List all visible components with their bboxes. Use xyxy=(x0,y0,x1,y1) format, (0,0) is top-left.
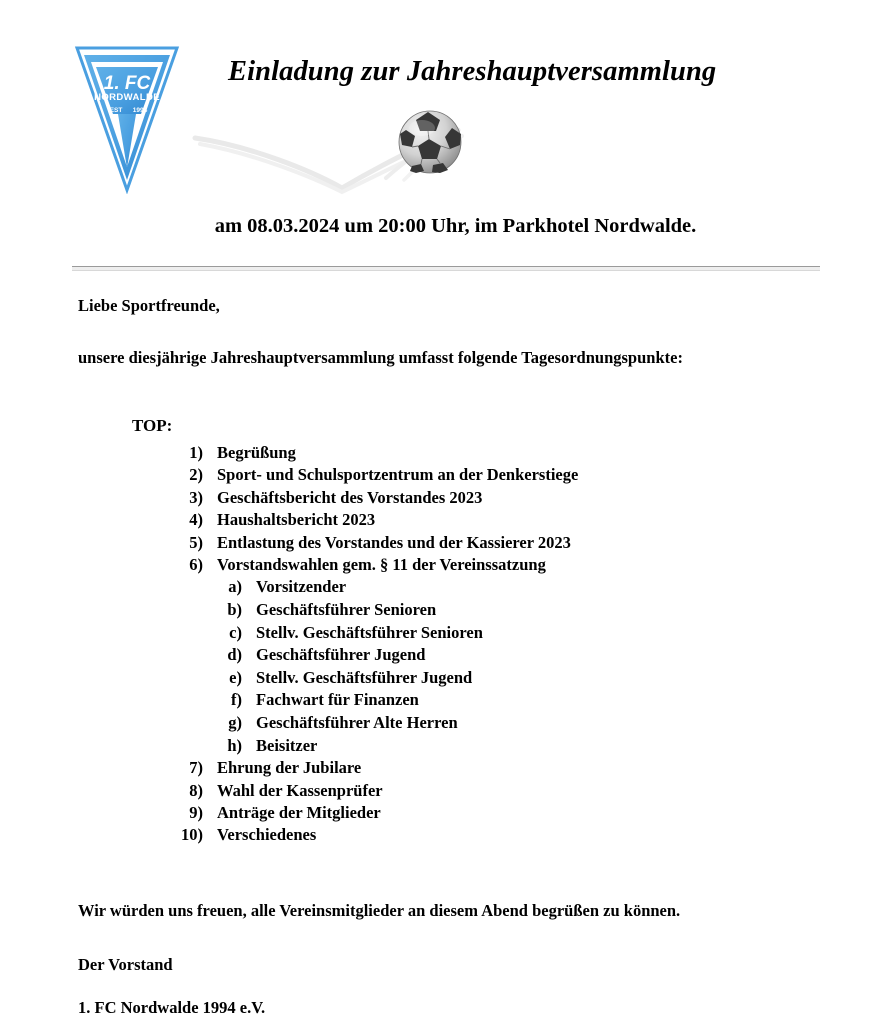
agenda-item-label: Ehrung der Jubilare xyxy=(217,758,362,778)
agenda-item-number: 10) xyxy=(181,825,203,845)
agenda-item xyxy=(132,757,838,779)
agenda-item-label: Vorstandswahlen gem. § 11 der Vereinssatzung xyxy=(217,555,546,575)
agenda-block xyxy=(132,416,838,847)
agenda-sublist xyxy=(217,576,838,757)
agenda-subitem-label: Stellv. Geschäftsführer Senioren xyxy=(256,622,483,642)
agenda-item-label: Verschiedenes xyxy=(217,825,317,845)
agenda-item-label: Entlastung des Vorstandes und der Kassierer 2023 xyxy=(217,532,571,552)
agenda-item xyxy=(132,824,838,846)
agenda-subitem-number: e) xyxy=(229,667,242,687)
logo-line2: NORDWALDE xyxy=(94,92,160,103)
agenda-item xyxy=(132,509,838,531)
agenda-subitem-label: Geschäftsführer Senioren xyxy=(256,600,437,620)
agenda-subitem xyxy=(217,735,838,758)
logo-line1: 1. FC xyxy=(103,73,151,94)
club-logo xyxy=(72,42,182,194)
signature-club: 1. FC Nordwalde 1994 e.V. xyxy=(78,997,266,1017)
agenda-subitem xyxy=(217,576,838,599)
agenda-subitem-number: a) xyxy=(228,577,242,597)
document-body xyxy=(78,296,838,1020)
greeting-text: Liebe Sportfreunde, xyxy=(78,296,220,315)
agenda-subitem xyxy=(217,599,838,622)
agenda-subitem-number: d) xyxy=(227,645,242,665)
agenda-item-label: Geschäftsbericht des Vorstandes 2023 xyxy=(217,487,483,507)
logo-year: 1994 xyxy=(132,107,148,114)
agenda-subitem-number: c) xyxy=(229,622,242,642)
agenda-item-label: Sport- und Schulsportzentrum an der Denkerstiege xyxy=(217,465,579,485)
agenda-subitem xyxy=(217,622,838,645)
agenda-item xyxy=(132,554,838,757)
agenda-subitem-label: Beisitzer xyxy=(256,735,318,755)
horizontal-divider xyxy=(72,266,820,271)
agenda-subitem-label: Geschäftsführer Jugend xyxy=(256,645,426,665)
agenda-subitem xyxy=(217,644,838,667)
agenda-item-number: 6) xyxy=(189,555,203,575)
agenda-item xyxy=(132,487,838,509)
closing-block xyxy=(78,899,838,1020)
agenda-subitem xyxy=(217,712,838,735)
agenda-item-number: 2) xyxy=(189,465,203,485)
agenda-item-label: Haushaltsbericht 2023 xyxy=(217,510,376,530)
page-title: Einladung zur Jahreshauptversammlung xyxy=(228,56,717,87)
agenda-subitem-label: Fachwart für Finanzen xyxy=(256,690,419,710)
agenda-item-label: Anträge der Mitglieder xyxy=(217,803,381,822)
agenda-item-label: Begrüßung xyxy=(217,443,296,462)
agenda-list xyxy=(132,442,838,847)
agenda-item-number: 7) xyxy=(189,758,203,778)
agenda-item xyxy=(132,532,838,554)
agenda-item-number: 8) xyxy=(189,780,203,800)
agenda-subitem xyxy=(217,667,838,690)
document-header xyxy=(0,0,889,200)
top-label: TOP: xyxy=(132,416,173,435)
agenda-item-number: 5) xyxy=(189,532,203,552)
agenda-subitem-number: h) xyxy=(227,735,242,755)
agenda-item-number: 9) xyxy=(189,803,203,822)
agenda-subitem-label: Geschäftsführer Alte Herren xyxy=(256,713,458,732)
event-datetime-location: am 08.03.2024 um 20:00 Uhr, im Parkhotel Nordwalde. xyxy=(214,215,697,237)
agenda-item xyxy=(132,464,838,486)
signature-role: Der Vorstand xyxy=(78,954,173,974)
logo-est-label: EST xyxy=(109,107,123,114)
agenda-subitem-label: Stellv. Geschäftsführer Jugend xyxy=(256,667,473,687)
closing-sentence: Wir würden uns freuen, alle Vereinsmitglieder an diesem Abend begrüßen zu können. xyxy=(78,900,681,920)
agenda-item-number: 3) xyxy=(189,487,203,507)
agenda-subitem xyxy=(217,689,838,712)
agenda-item-number: 1) xyxy=(189,443,203,462)
soccer-ball-icon xyxy=(399,111,461,173)
agenda-item-label: Wahl der Kassenprüfer xyxy=(217,780,383,800)
agenda-item xyxy=(132,780,838,802)
soccer-ball-artwork xyxy=(190,100,490,195)
agenda-subitem-number: b) xyxy=(227,600,242,620)
agenda-subitem-label: Vorsitzender xyxy=(256,577,347,597)
agenda-item xyxy=(132,802,838,824)
intro-text: unsere diesjährige Jahreshauptversammlung umfasst folgende Tagesordnungspunkte: xyxy=(78,348,683,367)
agenda-subitem-number: g) xyxy=(228,713,242,732)
agenda-item-number: 4) xyxy=(189,510,203,530)
agenda-subitem-number: f) xyxy=(231,690,242,710)
agenda-item xyxy=(132,442,838,464)
